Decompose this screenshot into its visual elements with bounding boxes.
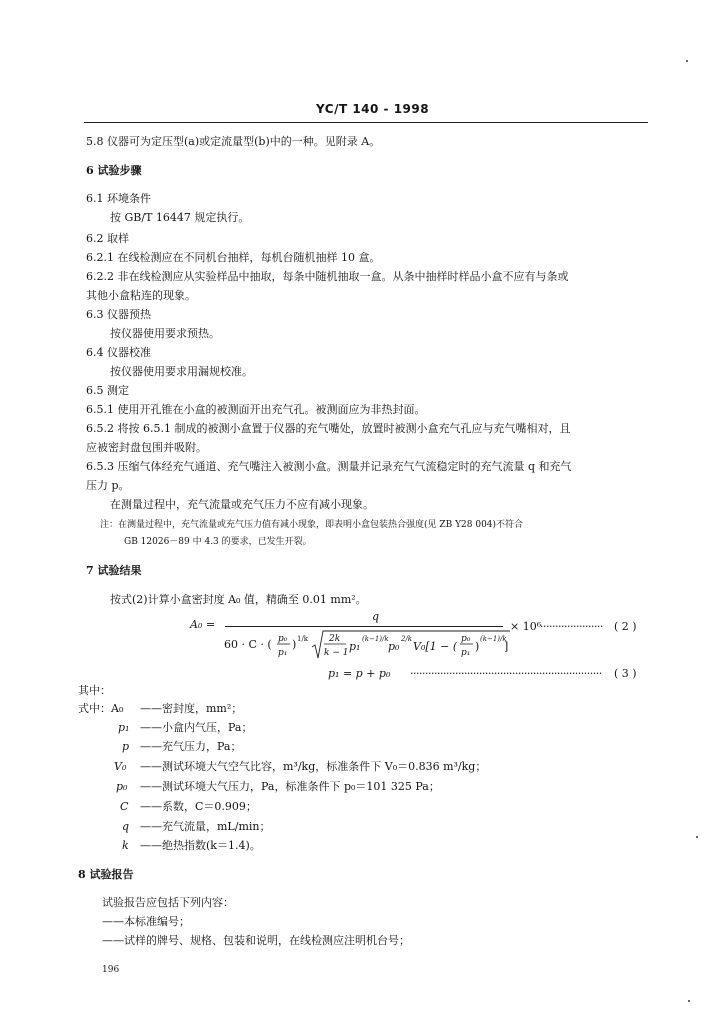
denominator-part: 2k — [329, 634, 341, 644]
variable-symbol: p — [122, 740, 130, 753]
clause-6-4-text: 按仪器使用要求用漏规校准。 — [110, 365, 253, 378]
denominator-part: k − 1 — [324, 648, 349, 658]
denominator-part: p₀ — [388, 640, 400, 653]
denominator-part: 2/k — [401, 635, 413, 643]
clause-6-5-2-line2: 应被密封盘包围并吸附。 — [86, 441, 207, 454]
denominator-part: ] — [504, 640, 509, 653]
clause-6-2-1: 6.2.1 在线检测应在不同机台抽样，每机台随机抽样 10 盒。 — [86, 251, 381, 264]
denominator-part: ) — [475, 640, 480, 653]
variable-desc: ——系数，C＝0.909； — [140, 800, 257, 813]
section-6-heading: 6 试验步骤 — [86, 164, 142, 177]
clause-5-8: 5.8 仪器可为定压型(a)或定流量型(b)中的一种。见附录 A。 — [86, 135, 381, 148]
clause-6-2: 6.2 取样 — [86, 232, 129, 245]
formula-3-label: ( 3 ) — [614, 667, 637, 680]
variable-symbol: C — [120, 800, 129, 813]
section-7-heading: 7 试验结果 — [86, 564, 142, 577]
clause-6-5-3-line2: 压力 p。 — [86, 479, 130, 492]
variable-symbol: V₀ — [114, 760, 127, 773]
variable-desc: ——密封度，mm²； — [140, 702, 243, 715]
clause-6-3: 6.3 仪器预热 — [86, 308, 151, 321]
variable-desc: ——充气压力，Pa； — [140, 740, 242, 753]
clause-6-4: 6.4 仪器校准 — [86, 346, 151, 359]
denominator-part: p₁ — [461, 648, 471, 658]
note-line2: GB 12026－89 中 4.3 的要求，已发生开裂。 — [124, 537, 312, 547]
clause-6-5-1: 6.5.1 使用开孔锥在小盒的被测面开出充气孔。被测面应为非热封面。 — [86, 403, 426, 416]
denominator-part: p₀ — [278, 634, 288, 644]
clause-6-5-2-line1: 6.5.2 将按 6.5.1 制成的被测小盒置于仪器的充气嘴处，放置时被测小盒充气孔应与充气嘴相对，且 — [86, 422, 571, 435]
formula-2-denominator — [222, 628, 512, 664]
report-item: ——本标准编号； — [102, 915, 190, 928]
denominator-part: p₁ — [349, 640, 361, 653]
variable-desc: ——小盒内气压，Pa； — [140, 721, 253, 734]
formula-3-expr: p₁ = p + p₀ — [328, 667, 391, 680]
clause-6-2-2-line2: 其他小盒粘连的现象。 — [86, 289, 196, 302]
variable-desc: ——测试环境大气空气比容，m³/kg，标准条件下 V₀＝0.836 m³/kg； — [140, 760, 487, 773]
denominator-part: p₁ — [278, 648, 288, 658]
variable-symbol: 式中：A₀ — [78, 702, 124, 715]
variable-symbol: k — [122, 839, 129, 852]
header-rule — [84, 122, 648, 123]
clause-6-1: 6.1 环境条件 — [86, 192, 151, 205]
denominator-part: ) — [292, 638, 297, 651]
denominator-part: (k−1)/k — [362, 635, 389, 643]
page-number: 196 — [102, 965, 120, 975]
scan-speck — [696, 836, 698, 838]
formula-2-denominator-text: 60 · C · (p₀/p₁)^(1/k) √[ 2k/(k−1) · p₁^((k−1)/k) · p₀^(2/k) · V₀ [1 − (p₀/p₁)^((k−1)/k)] ] — [226, 655, 270, 656]
where-label: 其中： — [78, 684, 111, 697]
variable-desc: ——绝热指数(k＝1.4)。 — [140, 839, 261, 852]
variable-desc: ——测试环境大气压力，Pa，标准条件下 p₀＝101 325 Pa； — [140, 780, 440, 793]
formula-2-label: ( 2 ) — [614, 620, 637, 633]
clause-6-5-statement: 在测量过程中，充气流量或充气压力不应有减小现象。 — [110, 498, 374, 511]
formula-3-leader: ································································ — [410, 667, 602, 680]
formula-2-factor: × 10⁶ — [510, 620, 542, 633]
clause-6-2-2-line1: 6.2.2 非在线检测应从实验样品中抽取，每条中随机抽取一盒。从条中抽样时样品小盒不应有与条或 — [86, 270, 569, 283]
formula-2-numerator: q — [372, 610, 380, 623]
formula-2-leader: ····················· — [540, 620, 603, 633]
scan-speck — [686, 60, 688, 62]
denominator-part: p₀ — [461, 634, 471, 644]
section-8-heading: 8 试验报告 — [78, 868, 134, 881]
denominator-part: (k−1)/k — [480, 635, 507, 643]
variable-desc: ——充气流量，mL/min； — [140, 820, 271, 833]
denominator-part: 60 · C · ( — [224, 638, 272, 651]
section-7-text: 按式(2)计算小盒密封度 A₀ 值，精确至 0.01 mm²。 — [110, 593, 367, 606]
variable-symbol: p₀ — [116, 780, 128, 793]
section-8-text: 试验报告应包括下列内容： — [102, 896, 234, 909]
clause-6-3-text: 按仪器使用要求预热。 — [110, 327, 220, 340]
variable-symbol: q — [122, 820, 130, 833]
note-line1: 注：在测量过程中，充气流量或充气压力值有减小现象，即表明小盒包装热合强度(见 ZB Y28 004)不符合 — [100, 520, 524, 530]
formula-2-lhs: A₀ = — [190, 618, 216, 631]
clause-6-5: 6.5 测定 — [86, 384, 129, 397]
denominator-part: V₀[1 − ( — [413, 640, 458, 653]
scan-speck — [688, 1000, 690, 1002]
denominator-part: 1/k — [297, 635, 309, 643]
clause-6-1-text: 按 GB/T 16447 规定执行。 — [110, 211, 250, 224]
report-item: ——试样的牌号、规格、包装和说明，在线检测应注明机台号； — [102, 934, 410, 947]
header-code: YC/T 140 - 1998 — [316, 102, 430, 116]
formula-2-fraction-bar — [225, 626, 503, 627]
clause-6-5-3-line1: 6.5.3 压缩气体经充气通道、充气嘴注入被测小盒。测量并记录充气气流稳定时的充气流量 q 和充气 — [86, 460, 572, 473]
variable-symbol: p₁ — [118, 721, 130, 734]
